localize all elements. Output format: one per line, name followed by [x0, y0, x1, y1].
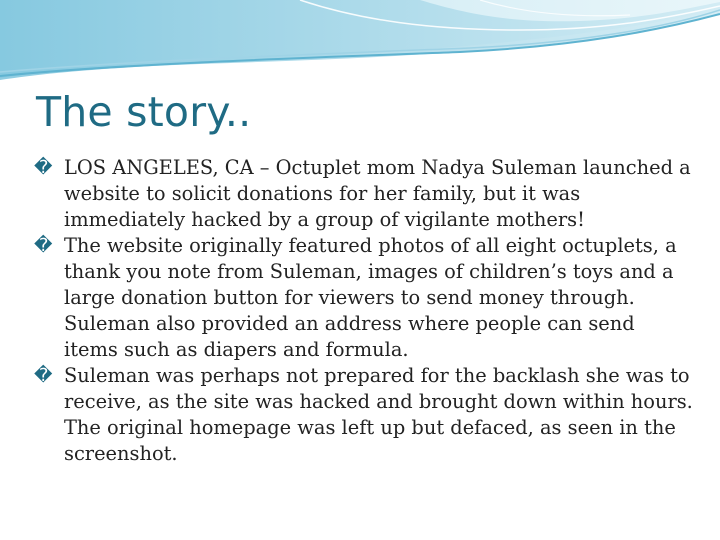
bullet-glyph-icon: �	[34, 365, 53, 386]
bullet-glyph-icon: �	[34, 157, 53, 178]
bullet-glyph-icon: �	[34, 235, 53, 256]
bullet-item	[34, 363, 694, 467]
slide-body	[34, 155, 694, 467]
bullet-text: The website originally featured photos of all eight octuplets, a thank you note from Suleman, images of children’s toys and a large donation button for viewers to send money through. Suleman also provided an address where people can send items such as diapers and formula.	[64, 234, 677, 361]
bullet-item	[34, 155, 694, 233]
decorative-wave-banner	[0, 0, 720, 90]
bullet-item	[34, 233, 694, 363]
slide-title: The story..	[36, 88, 252, 136]
bullet-text: Suleman was perhaps not prepared for the backlash she was to receive, as the site was hacked and brought down within hours. The original homepage was left up but defaced, as seen in the screenshot.	[64, 364, 693, 465]
bullet-text: LOS ANGELES, CA – Octuplet mom Nadya Suleman launched a website to solicit donations for her family, but it was immediately hacked by a group of vigilante mothers!	[64, 156, 691, 231]
